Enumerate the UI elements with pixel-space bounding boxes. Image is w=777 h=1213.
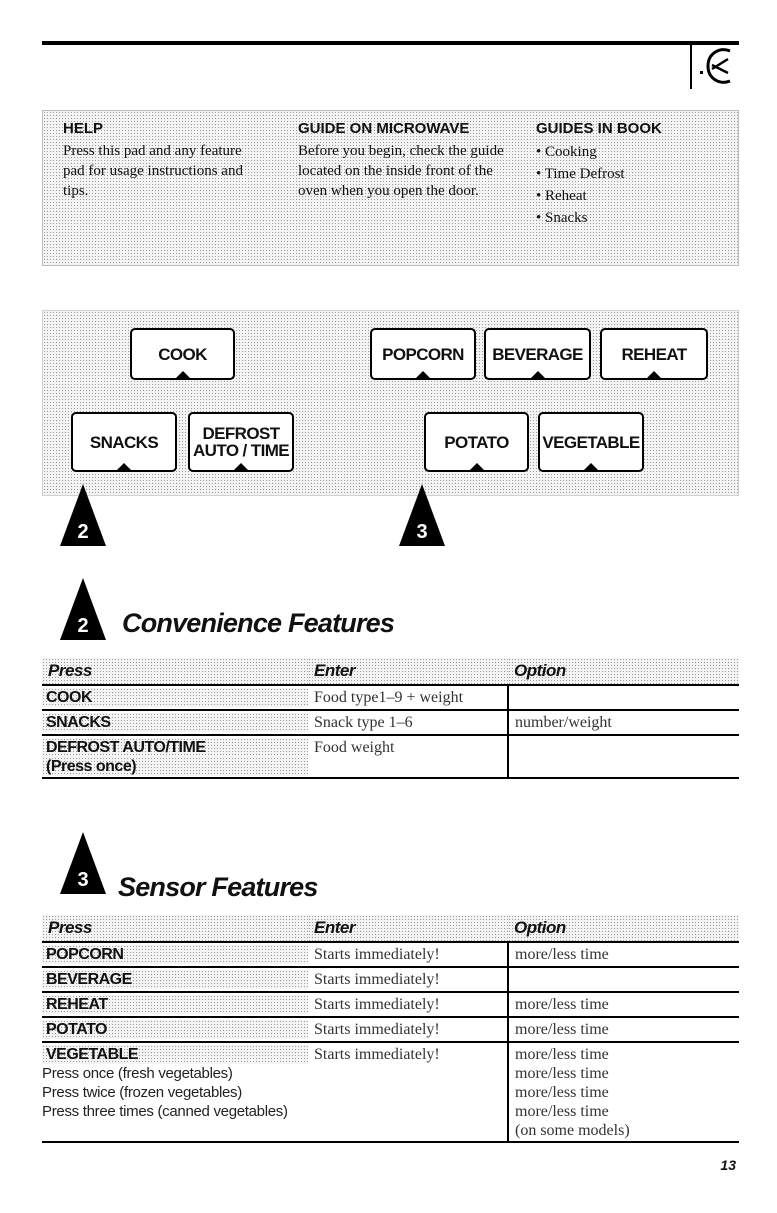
sensor-marker-number: 3 (77, 869, 89, 891)
guides-in-book-list (536, 141, 716, 229)
guide-on-microwave-heading: GUIDE ON MICROWAVE (298, 120, 470, 137)
enter-cell: Starts immediately! (308, 1017, 508, 1042)
table-row (42, 735, 739, 778)
defrost-key-label-line1: DEFROST (202, 424, 280, 443)
enter-cell: Food weight (308, 735, 508, 778)
page-number: 13 (720, 1157, 736, 1173)
press-cell: POTATO (42, 1020, 308, 1039)
enter-cell: Starts immediately! (308, 992, 508, 1017)
snacks-key[interactable] (71, 412, 177, 472)
enter-cell: Starts immediately! (308, 967, 508, 992)
table-row (42, 992, 739, 1017)
triangle-icon (582, 463, 600, 472)
defrost-auto-time-key[interactable] (188, 412, 294, 472)
enter-cell: Starts immediately! (308, 942, 508, 967)
help-column (63, 119, 263, 201)
cook-key[interactable] (130, 328, 235, 380)
table-row (42, 1017, 739, 1042)
enter-header: Enter (308, 658, 508, 685)
vegetable-sub-line: Press twice (frozen vegetables) (42, 1084, 242, 1101)
option-cell: more/less time (508, 1017, 739, 1042)
help-info-box (42, 110, 739, 266)
help-heading: HELP (63, 120, 104, 137)
section-2-marker-number: 2 (77, 521, 89, 543)
table-row-vegetable (42, 1042, 739, 1142)
option-header: Option (508, 915, 739, 942)
triangle-icon (468, 463, 486, 472)
option-cell (508, 967, 739, 992)
option-line: more/less time (515, 1084, 609, 1101)
cook-key-label: COOK (158, 344, 207, 364)
convenience-marker-icon (60, 578, 106, 640)
vegetable-key-label: VEGETABLE (542, 432, 640, 452)
option-cell: more/less time (508, 942, 739, 967)
press-cell: DEFROST AUTO/TIME (42, 738, 308, 757)
snacks-key-label: SNACKS (89, 432, 159, 452)
potato-key[interactable] (424, 412, 529, 472)
language-tab-icon (700, 47, 734, 85)
guides-list-item: • Reheat (536, 185, 716, 207)
top-rule (42, 41, 739, 45)
convenience-title: Convenience Features (122, 608, 395, 638)
section-3-marker-icon (399, 484, 445, 546)
option-cell: number/weight (508, 710, 739, 735)
convenience-table (42, 658, 739, 779)
option-cell (508, 1042, 739, 1142)
option-header: Option (508, 658, 739, 685)
table-header-row (42, 658, 739, 685)
guides-in-book-heading: GUIDES IN BOOK (536, 120, 662, 137)
table-row (42, 710, 739, 735)
triangle-icon (232, 463, 250, 472)
popcorn-key[interactable] (370, 328, 476, 380)
guide-on-microwave-text: Before you begin, check the guide located on the inside front of the oven when you open the door. (298, 143, 504, 199)
popcorn-key-label: POPCORN (382, 344, 464, 364)
table-row (42, 685, 739, 710)
enter-cell: Snack type 1–6 (308, 710, 508, 735)
section-3-marker-number: 3 (416, 521, 428, 543)
sensor-marker-icon (60, 832, 106, 894)
option-cell (508, 685, 739, 710)
help-text: Press this pad and any feature pad for usage instructions and tips. (63, 143, 243, 199)
beverage-key-label: BEVERAGE (492, 344, 583, 364)
press-cell: BEVERAGE (42, 970, 308, 989)
sensor-table (42, 915, 739, 1143)
reheat-key-label: REHEAT (621, 344, 687, 364)
triangle-icon (115, 463, 133, 472)
press-cell: POPCORN (42, 945, 308, 964)
triangle-icon (414, 371, 432, 380)
option-line: more/less time (515, 1103, 609, 1120)
press-header: Press (42, 658, 308, 685)
keypad-illustration (42, 310, 739, 496)
vegetable-key[interactable] (538, 412, 644, 472)
press-cell: SNACKS (42, 713, 308, 732)
press-cell: VEGETABLE (42, 1045, 308, 1064)
potato-key-label: POTATO (444, 432, 509, 452)
defrost-key-label (193, 425, 289, 459)
vegetable-sub-line: Press once (fresh vegetables) (42, 1065, 233, 1082)
press-cell: REHEAT (42, 995, 308, 1014)
reheat-key[interactable] (600, 328, 708, 380)
section-2-marker-icon (60, 484, 106, 546)
guides-list-item: • Cooking (536, 141, 716, 163)
defrost-key-label-line2: AUTO / TIME (192, 441, 290, 460)
table-header-row (42, 915, 739, 942)
enter-cell: Starts immediately! (314, 1046, 440, 1063)
press-cell: COOK (42, 688, 308, 707)
triangle-icon (174, 371, 192, 380)
press-cell-sub: (Press once) (42, 757, 308, 776)
option-line: more/less time (515, 1046, 609, 1063)
option-line: more/less time (515, 1065, 609, 1082)
convenience-marker-number: 2 (77, 615, 89, 637)
guides-in-book-column (536, 119, 716, 229)
guide-on-microwave-column (298, 119, 508, 201)
option-line: (on some models) (515, 1122, 630, 1139)
option-cell: more/less time (508, 992, 739, 1017)
guides-list-item: • Time Defrost (536, 163, 716, 185)
triangle-icon (529, 371, 547, 380)
enter-cell: Food type1–9 + weight (308, 685, 508, 710)
press-header: Press (42, 915, 308, 942)
table-row (42, 967, 739, 992)
enter-header: Enter (308, 915, 508, 942)
vegetable-sub-line: Press three times (canned vegetables) (42, 1103, 288, 1120)
option-cell (508, 735, 739, 778)
guides-list-item: • Snacks (536, 207, 716, 229)
triangle-icon (645, 371, 663, 380)
beverage-key[interactable] (484, 328, 591, 380)
sensor-title: Sensor Features (118, 872, 318, 902)
table-row (42, 942, 739, 967)
language-tab (690, 41, 740, 89)
